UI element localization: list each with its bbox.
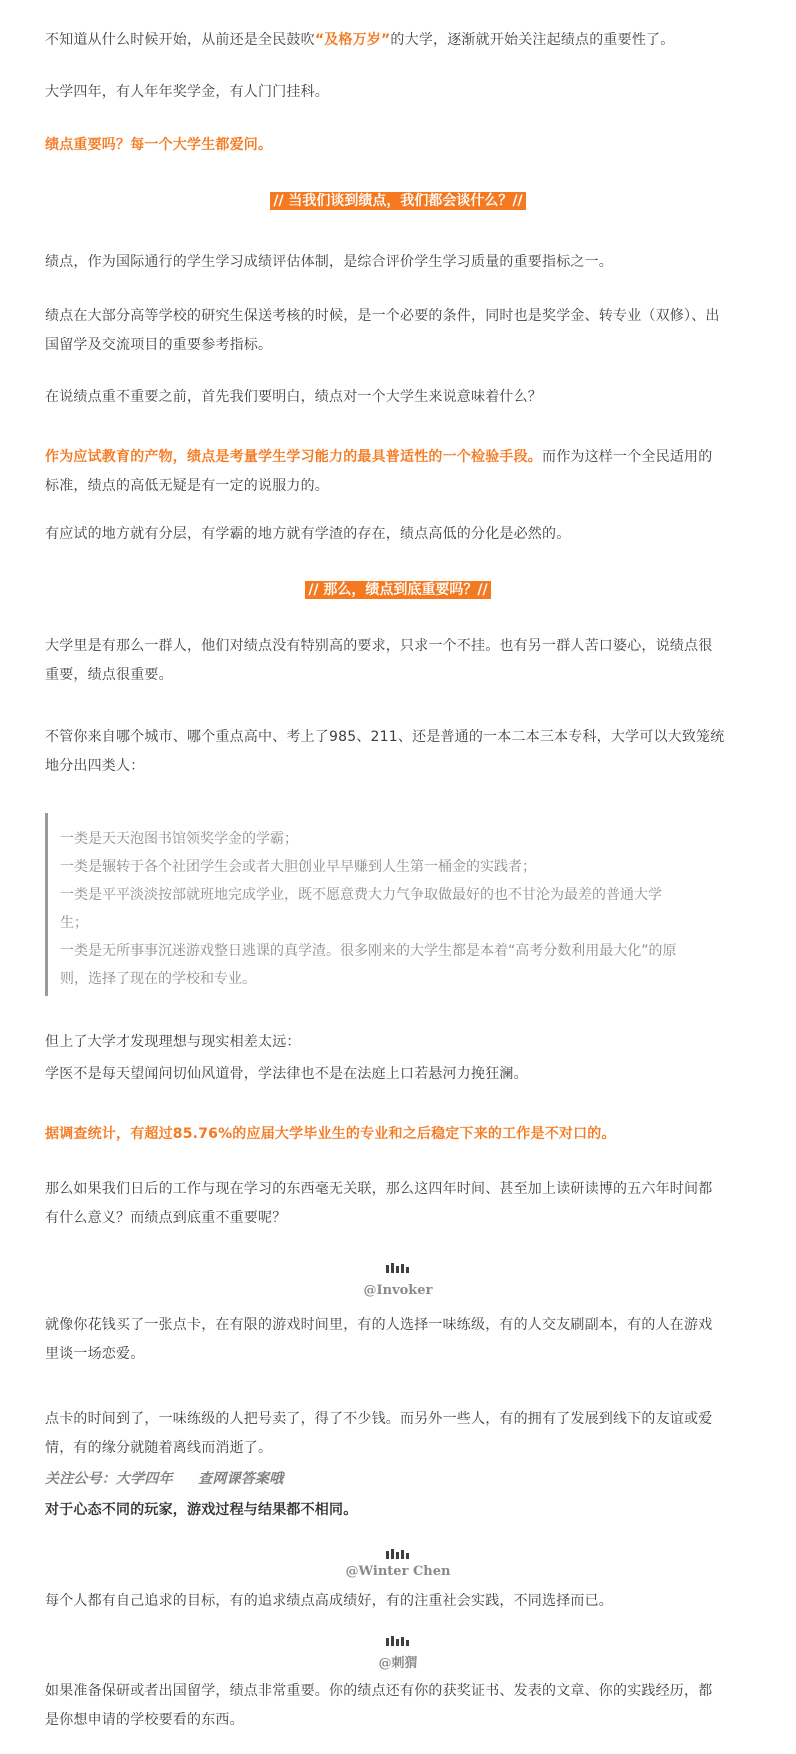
section-banner-label: // 那么，绩点到底重要吗？// [305,581,490,599]
paragraph: 点卡的时间到了，一味练级的人把号卖了，得了不少钱。而另外一些人，有的拥有了发展到线下的友谊或爱情，有的缘分就随着离线而消逝了。 [45,1411,713,1456]
quote-line: 则，选择了现在的学校和专业。 [60,971,256,987]
paragraph [45,443,725,501]
paragraph: 绩点，作为国际通行的学生学习成绩评估体制，是综合评价学生学习质量的重要指标之一。 [45,254,613,270]
author-handle: @刺猬 [378,1656,418,1671]
paragraph: 如果准备保研或者出国留学，绩点非常重要。你的绩点还有你的获奖证书、发表的文章、你的实践经历，都是你想申请的学校要看的东西。 [45,1683,713,1728]
quote-line: 生； [60,915,88,931]
paragraph: 就像你花钱买了一张点卡，在有限的游戏时间里，有的人选择一味练级，有的人交友刷副本，有的人在游戏里谈一场恋爱。 [45,1317,713,1362]
author-handle: @Invoker [363,1283,433,1298]
follow-notice: 关注公号：大学四年 查网课答案哦 [45,1471,284,1487]
bar-divider-icon [0,1634,796,1650]
section-banner [0,192,796,210]
blockquote [45,813,726,996]
paragraph: 学医不是每天望闻问切仙风道骨，学法律也不是在法庭上口若悬河力挽狂澜。 [45,1066,528,1082]
paragraph-intro [45,26,725,55]
highlight-paragraph: 据调查统计，有超过85.76%的应届大学毕业生的专业和之后稳定下来的工作是不对口的。 [45,1126,616,1142]
bold-paragraph: 对于心态不同的玩家，游戏过程与结果都不相同。 [45,1502,358,1518]
highlight-text: “及格万岁” [314,32,391,48]
paragraph: 不管你来自哪个城市、哪个重点高中、考上了985、211、还是普通的一本二本三本专科，大学可以大致笼统地分出四类人： [45,729,725,774]
paragraph: 有应试的地方就有分层，有学霸的地方就有学渣的存在，绩点高低的分化是必然的。 [45,526,571,542]
highlight-text: 作为应试教育的产物，绩点是考量学生学习能力的最具普适性的一个检验手段。 [45,449,542,465]
paragraph: 在说绩点重不重要之前，首先我们要明白，绩点对一个大学生来说意味着什么？ [45,389,542,405]
quote-line: 一类是平平淡淡按部就班地完成学业，既不愿意费大力气争取做最好的也不甘沦为最差的普通大学 [60,887,662,903]
quote-line: 一类是辗转于各个社团学生会或者大胆创业早早赚到人生第一桶金的实践者； [60,859,536,875]
section-banner-label: // 当我们谈到绩点，我们都会谈什么？// [270,192,525,210]
paragraph: 每个人都有自己追求的目标，有的追求绩点高成绩好，有的注重社会实践，不同选择而已。 [45,1593,613,1609]
paragraph-text: 而作为这样一个全民适用的标准，绩点的高低无疑是有一定的说服力的。 [45,449,713,494]
paragraph-text: 的大学，逐渐就开始关注起绩点的重要性了。 [390,32,675,48]
paragraph: 但上了大学才发现理想与现实相差太远： [45,1034,301,1050]
bar-divider-icon [0,1547,796,1563]
section-banner [0,581,796,599]
quote-line: 一类是无所事事沉迷游戏整日逃课的真学渣。很多刚来的大学生都是本着“高考分数利用最大化”的原 [60,943,677,959]
bar-divider-icon [0,1261,796,1277]
author-handle: @Winter Chen [345,1564,451,1579]
paragraph: 那么如果我们日后的工作与现在学习的东西毫无关联，那么这四年时间、甚至加上读研读博的五六年时间都有什么意义？而绩点到底重不重要呢？ [45,1181,713,1226]
paragraph-text: 不知道从什么时候开始，从前还是全民鼓吹 [45,32,315,48]
paragraph: 大学里是有那么一群人，他们对绩点没有特别高的要求，只求一个不挂。也有另一群人苦口婆心，说绩点很重要，绩点很重要。 [45,638,713,683]
paragraph: 大学四年，有人年年奖学金，有人门门挂科。 [45,84,329,100]
quote-line: 一类是天天泡图书馆领奖学金的学霸； [60,831,298,847]
paragraph: 绩点在大部分高等学校的研究生保送考核的时候，是一个必要的条件，同时也是奖学金、转专业（双修）、出国留学及交流项目的重要参考指标。 [45,308,720,353]
highlight-paragraph: 绩点重要吗？每一个大学生都爱问。 [45,137,273,153]
